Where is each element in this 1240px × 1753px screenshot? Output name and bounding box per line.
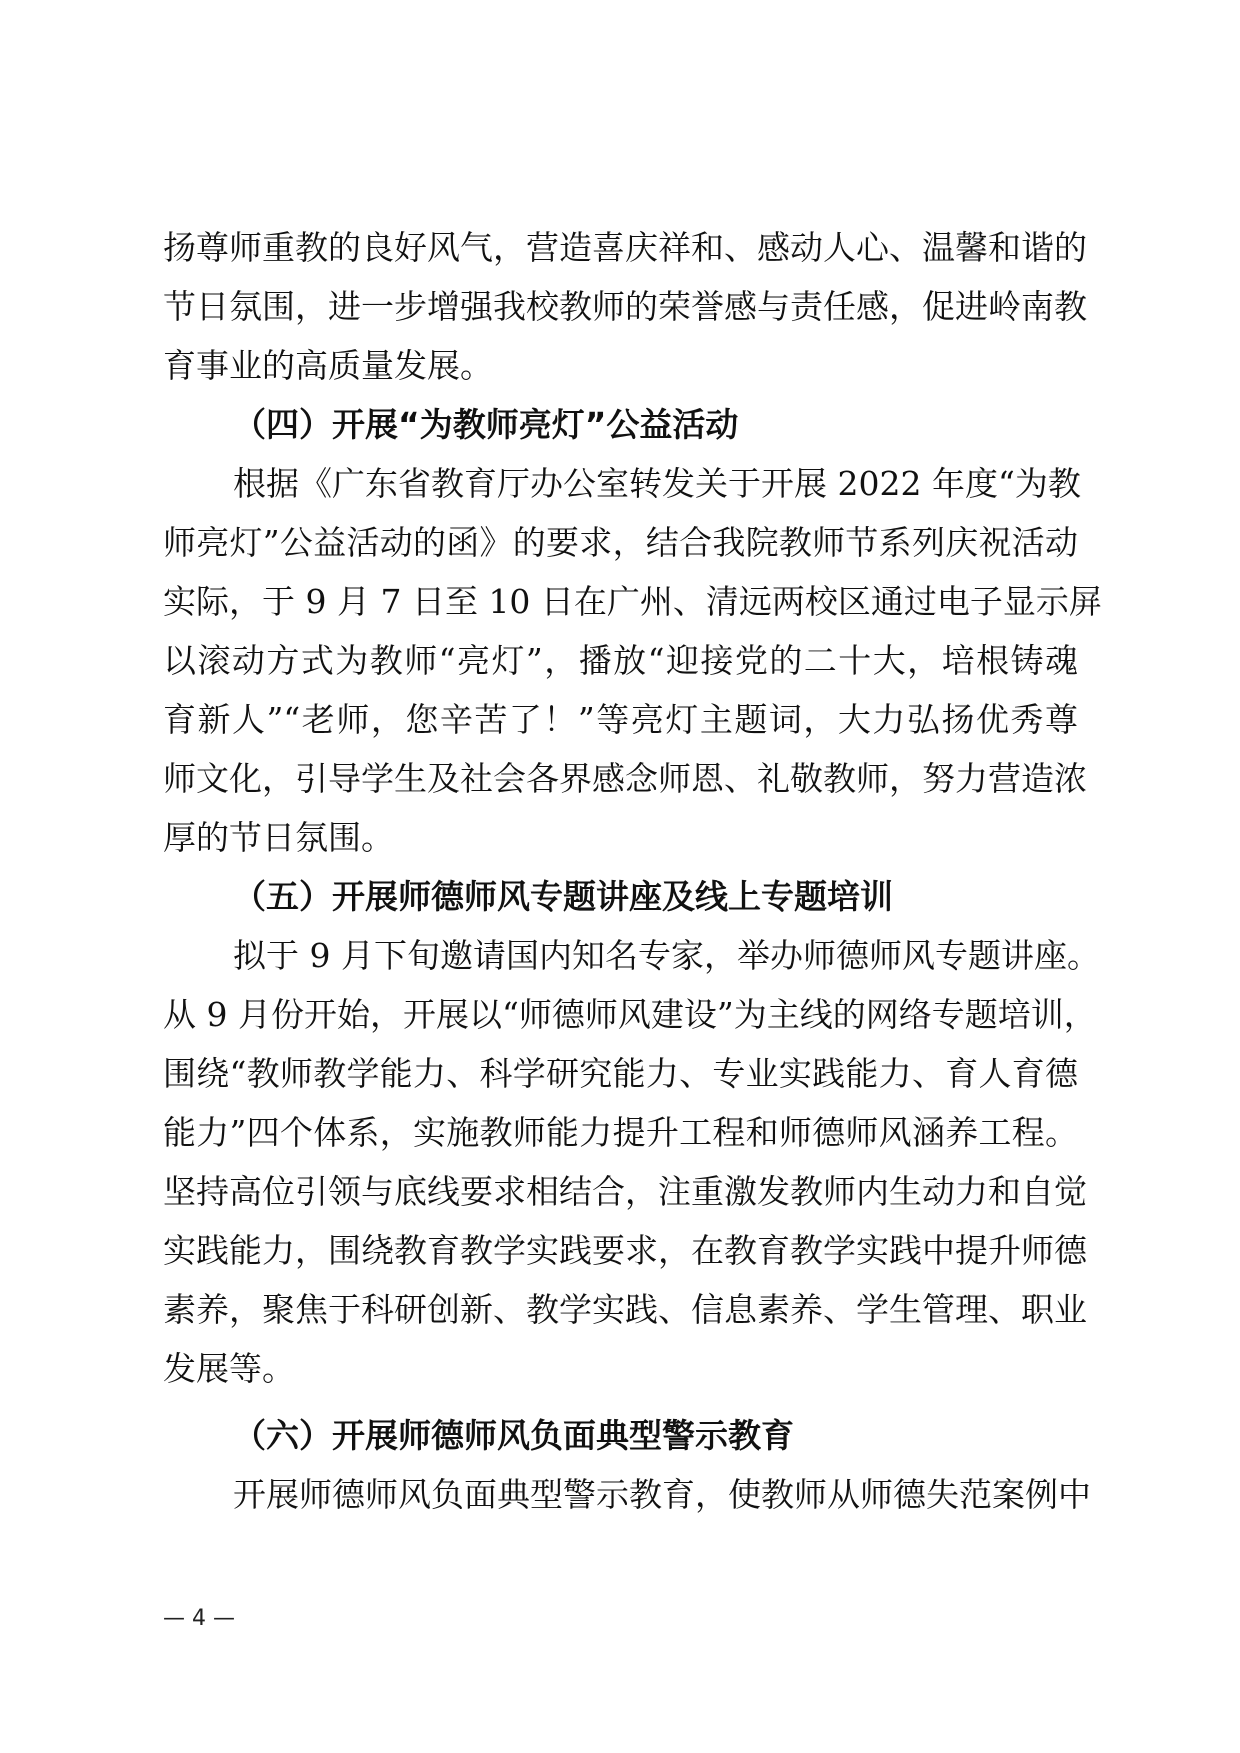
paragraph-line: 实践能力，围绕教育教学实践要求，在教育教学实践中提升师德 xyxy=(163,1231,1087,1270)
paragraph-line: 根据《广东省教育厅办公室转发关于开展 2022 年度“为教 xyxy=(233,464,1081,503)
paragraph-line: 厚的节日氛围。 xyxy=(163,818,394,857)
paragraph-line: 发展等。 xyxy=(163,1349,295,1388)
document-body xyxy=(163,218,1102,1524)
paragraph-line: 以滚动方式为教师“亮灯”，播放“迎接党的二十大，培根铸魂 xyxy=(163,641,1078,680)
paragraph-line: 开展师德师风负面典型警示教育，使教师从师德失范案例中 xyxy=(233,1475,1091,1514)
paragraph-line: 扬尊师重教的良好风气，营造喜庆祥和、感动人心、温馨和谐的 xyxy=(163,228,1087,267)
paragraph-line: 节日氛围，进一步增强我校教师的荣誉感与责任感，促进岭南教 xyxy=(163,287,1087,326)
section-heading-6: （六）开展师德师风负面典型警示教育 xyxy=(233,1416,794,1455)
paragraph-line: 育新人”“老师，您辛苦了！”等亮灯主题词，大力弘扬优秀尊 xyxy=(163,700,1078,739)
section-heading-4: （四）开展“为教师亮灯”公益活动 xyxy=(233,405,739,444)
paragraph-line: 师文化，引导学生及社会各界感念师恩、礼敬教师，努力营造浓 xyxy=(163,759,1087,798)
page-number: — 4 — xyxy=(163,1606,235,1631)
paragraph-line: 能力”四个体系，实施教师能力提升工程和师德师风涵养工程。 xyxy=(163,1113,1078,1152)
paragraph-line: 拟于 9 月下旬邀请国内知名专家，举办师德师风专题讲座。 xyxy=(233,936,1100,975)
section-gap xyxy=(163,1398,1078,1406)
paragraph-line: 育事业的高质量发展。 xyxy=(163,346,493,385)
section-heading-5: （五）开展师德师风专题讲座及线上专题培训 xyxy=(233,877,893,916)
paragraph-line: 从 9 月份开始，开展以“师德师风建设”为主线的网络专题培训， xyxy=(163,995,1097,1034)
paragraph-line: 实际，于 9 月 7 日至 10 日在广州、清远两校区通过电子显示屏 xyxy=(163,582,1102,621)
paragraph-line: 师亮灯”公益活动的函》的要求，结合我院教师节系列庆祝活动 xyxy=(163,523,1078,562)
paragraph-line: 围绕“教师教学能力、科学研究能力、专业实践能力、育人育德 xyxy=(163,1054,1078,1093)
paragraph-line: 素养，聚焦于科研创新、教学实践、信息素养、学生管理、职业 xyxy=(163,1290,1087,1329)
paragraph-line: 坚持高位引领与底线要求相结合，注重激发教师内生动力和自觉 xyxy=(163,1172,1087,1211)
